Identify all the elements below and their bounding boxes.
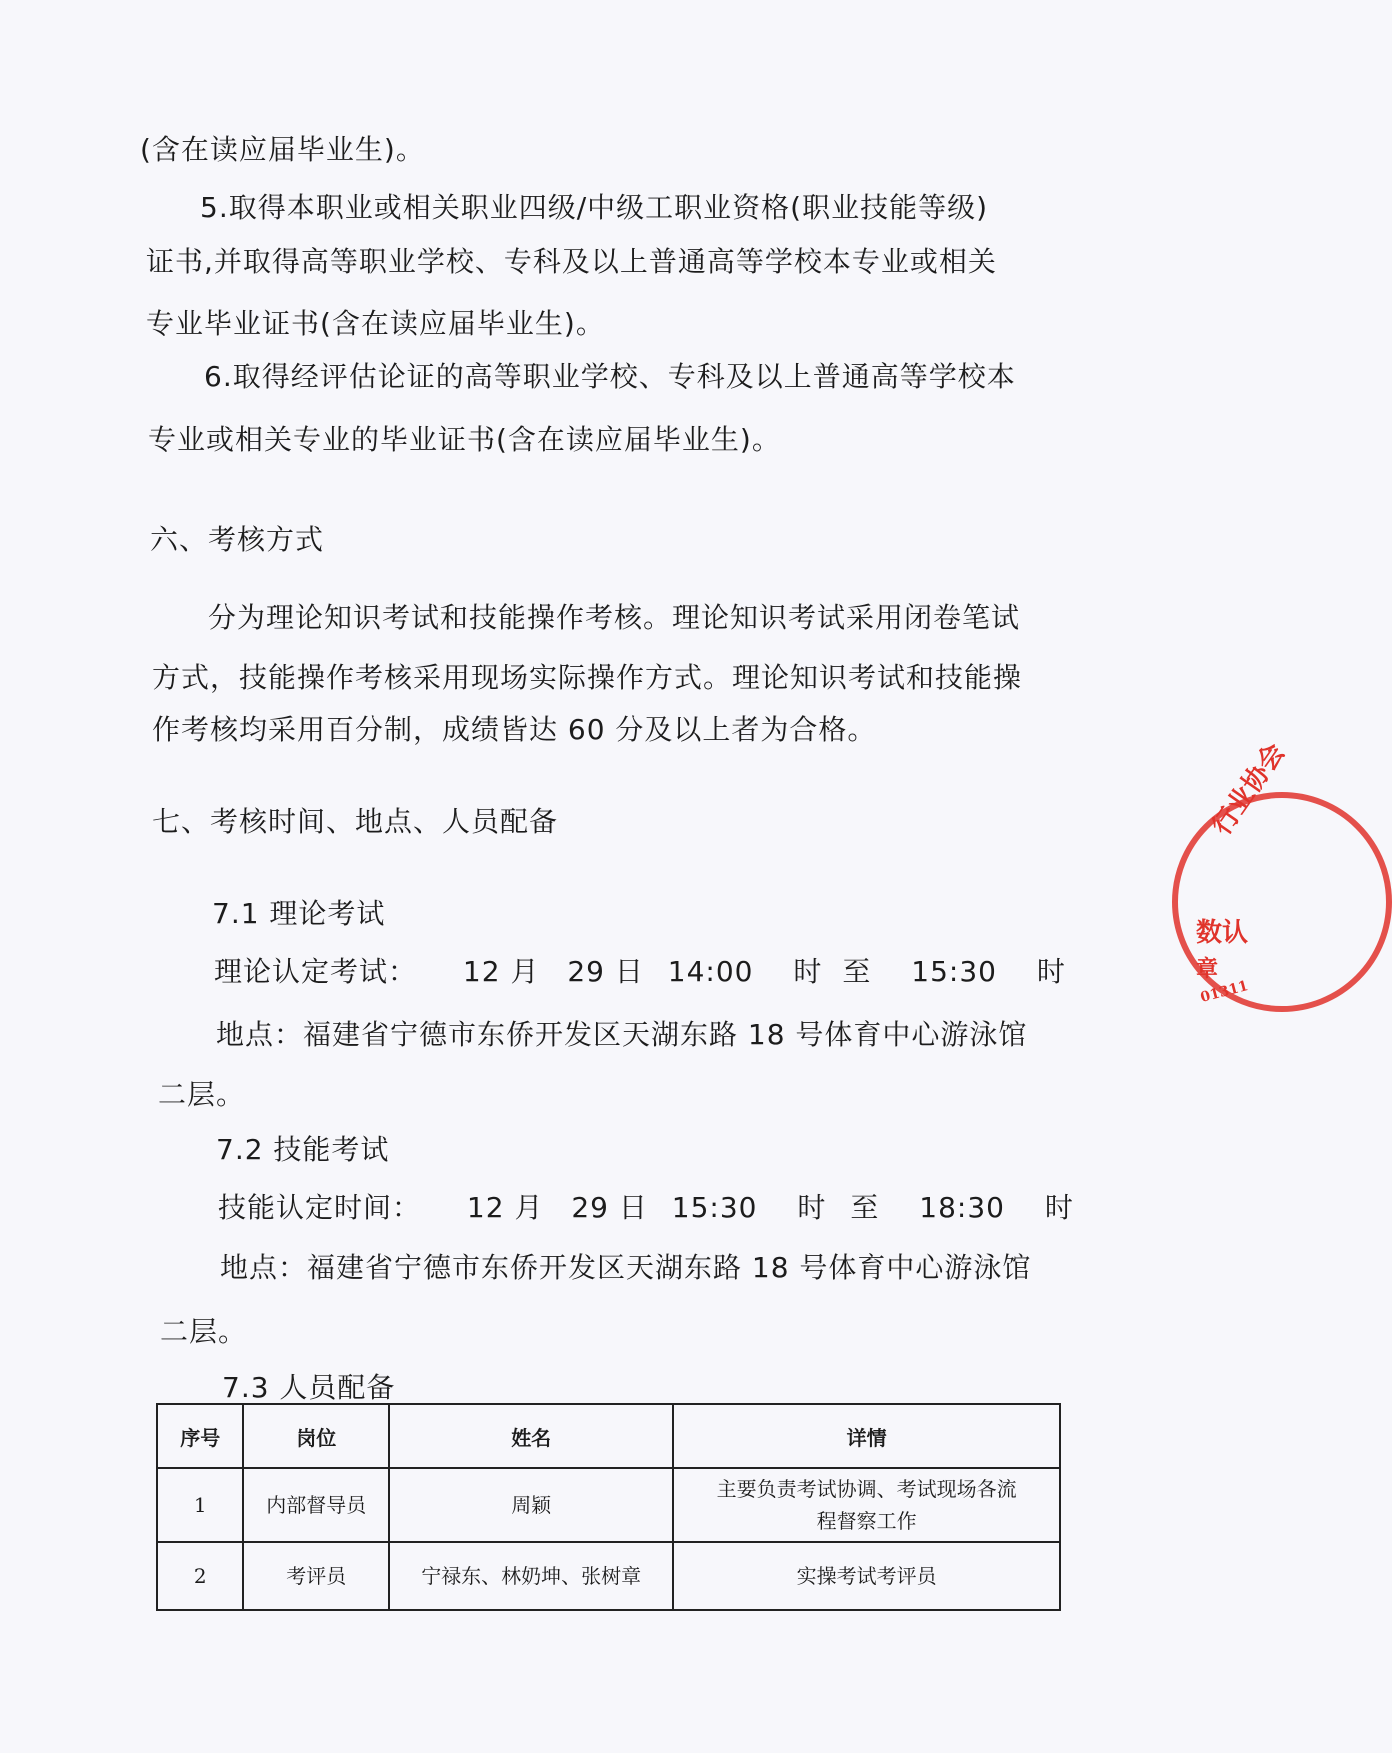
table-cell: 周颖: [389, 1468, 673, 1542]
subsection-heading: 7.2 技能考试: [216, 1133, 390, 1166]
theory-day: 29 日: [567, 955, 644, 988]
subsection-heading: 7.3 人员配备: [222, 1371, 396, 1404]
theory-hour-unit: 时: [793, 955, 823, 988]
table-header-cell: 姓名: [389, 1404, 673, 1468]
skill-location-cont: 二层。: [160, 1315, 248, 1348]
skill-hour-unit: 时: [797, 1191, 827, 1224]
skill-label: 技能认定时间：: [218, 1191, 422, 1224]
table-header-cell: 详情: [673, 1404, 1060, 1468]
skill-time-row: [218, 1188, 1074, 1228]
seal-text: 章: [1196, 956, 1219, 982]
skill-end-time: 18:30: [919, 1191, 1005, 1224]
skill-day: 29 日: [571, 1191, 648, 1224]
seal-text: 行业协会: [1206, 738, 1292, 841]
skill-start-time: 15:30: [671, 1191, 758, 1224]
paragraph-line: 专业毕业证书(含在读应届毕业生)。: [146, 307, 605, 340]
skill-location: 地点：福建省宁德市东侨开发区天湖东路 18 号体育中心游泳馆: [220, 1251, 1032, 1284]
seal-code: 01311: [1198, 977, 1250, 1007]
table-row: [157, 1468, 1060, 1542]
staff-table: [156, 1403, 1061, 1611]
theory-location: 地点：福建省宁德市东侨开发区天湖东路 18 号体育中心游泳馆: [216, 1018, 1028, 1051]
paragraph-line: 作考核均采用百分制，成绩皆达 60 分及以上者为合格。: [152, 713, 877, 746]
paragraph-line: 证书,并取得高等职业学校、专科及以上普通高等学校本专业或相关: [146, 245, 997, 278]
table-cell: 2: [157, 1542, 243, 1610]
seal-text: 数认: [1196, 918, 1249, 948]
paragraph-line: 5.取得本职业或相关职业四级/中级工职业资格(职业技能等级): [200, 191, 988, 224]
table-cell: 主要负责考试协调、考试现场各流程督察工作: [673, 1468, 1060, 1542]
theory-end-time: 15:30: [911, 955, 997, 988]
section-heading: 六、考核方式: [150, 523, 325, 556]
theory-label: 理论认定考试：: [214, 955, 418, 988]
section-heading: 七、考核时间、地点、人员配备: [152, 805, 559, 838]
paragraph-line: 专业或相关专业的毕业证书(含在读应届毕业生)。: [148, 423, 781, 456]
table-cell: 实操考试考评员: [673, 1542, 1060, 1610]
table-cell: 宁禄东、林奶坤、张树章: [389, 1542, 673, 1610]
theory-hour-unit: 时: [1036, 955, 1066, 988]
skill-to: 至: [850, 1191, 880, 1224]
theory-start-time: 14:00: [667, 955, 754, 988]
theory-to: 至: [842, 955, 872, 988]
table-cell: 考评员: [243, 1542, 389, 1610]
paragraph-line: (含在读应届毕业生)。: [140, 133, 425, 166]
table-header-cell: 序号: [157, 1404, 243, 1468]
theory-month: 12 月: [462, 955, 540, 988]
paragraph-line: 分为理论知识考试和技能操作考核。理论知识考试采用闭卷笔试: [208, 601, 1021, 634]
paragraph-line: 方式，技能操作考核采用现场实际操作方式。理论知识考试和技能操: [152, 661, 1023, 694]
skill-hour-unit: 时: [1044, 1191, 1074, 1224]
table-header-cell: 岗位: [243, 1404, 389, 1468]
theory-location-cont: 二层。: [158, 1078, 246, 1111]
paragraph-line: 6.取得经评估论证的高等职业学校、专科及以上普通高等学校本: [204, 360, 1016, 393]
subsection-heading: 7.1 理论考试: [212, 897, 386, 930]
table-cell: 内部督导员: [243, 1468, 389, 1542]
skill-month: 12 月: [466, 1191, 544, 1224]
theory-time-row: [214, 952, 1066, 992]
table-cell: 1: [157, 1468, 243, 1542]
table-row: [157, 1542, 1060, 1610]
table-header-row: [157, 1404, 1060, 1468]
